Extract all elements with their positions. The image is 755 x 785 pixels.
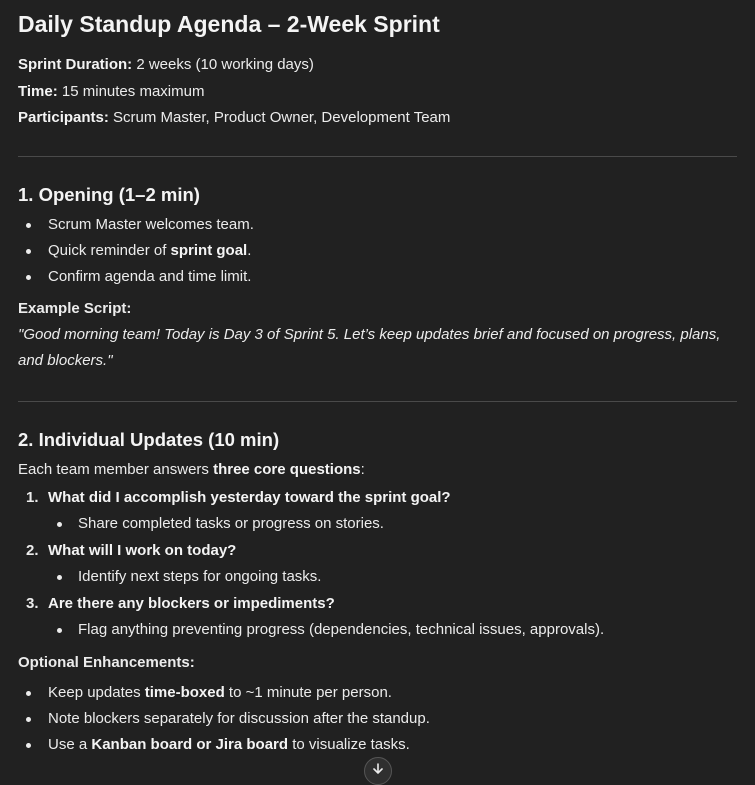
question-item: 2. What will I work on today? Identify next steps for ongoing tasks. xyxy=(18,538,737,591)
enhancements-list xyxy=(18,680,737,758)
questions-list xyxy=(18,485,737,644)
list-item: Use a Kanban board or Jira board to visualize tasks. xyxy=(18,732,737,758)
document-title: Daily Standup Agenda – 2-Week Sprint xyxy=(18,11,440,37)
example-script: "Good morning team! Today is Day 3 of Sprint 5. Let’s keep updates brief and focused on progress, plans, and blockers." xyxy=(18,325,721,369)
divider xyxy=(18,401,737,402)
sprint-meta xyxy=(18,52,737,132)
meta-time: Time: 15 minutes maximum xyxy=(18,82,205,100)
question-item: 1. What did I accomplish yesterday toward the sprint goal? Share completed tasks or progress on stories. xyxy=(18,485,737,538)
arrow-down-icon xyxy=(372,763,384,775)
question-text: What will I work on today? xyxy=(48,541,237,559)
question-text: What did I accomplish yesterday toward the sprint goal? xyxy=(48,488,451,506)
section-heading: 1. Opening (1–2 min) xyxy=(18,183,200,205)
opening-list xyxy=(18,212,737,290)
divider xyxy=(18,156,737,157)
list-item: Confirm agenda and time limit. xyxy=(18,264,737,290)
intro-text: Each team member answers three core questions: xyxy=(18,460,365,478)
question-text: Are there any blockers or impediments? xyxy=(48,594,335,612)
section-heading: 2. Individual Updates (10 min) xyxy=(18,428,280,450)
list-item: Flag anything preventing progress (dependencies, technical issues, approvals). xyxy=(78,617,737,644)
scroll-down-button[interactable] xyxy=(364,757,392,785)
list-item: Share completed tasks or progress on stories. xyxy=(78,511,737,538)
list-item: Identify next steps for ongoing tasks. xyxy=(78,564,737,591)
list-item: Note blockers separately for discussion after the standup. xyxy=(18,706,737,732)
question-item: 3. Are there any blockers or impediments? Flag anything preventing progress (dependencies, technical issues, approvals). xyxy=(18,591,737,644)
list-item: Keep updates time-boxed to ~1 minute per person. xyxy=(18,680,737,706)
meta-participants: Participants: Scrum Master, Product Owner, Development Team xyxy=(18,109,451,126)
enhancements-label: Optional Enhancements: xyxy=(18,653,195,671)
section-opening xyxy=(18,182,737,375)
script-label: Example Script: xyxy=(18,299,132,317)
list-item: Scrum Master welcomes team. xyxy=(18,212,737,238)
meta-sprint-duration: Sprint Duration: 2 weeks (10 working days) xyxy=(18,56,314,73)
section-individual-updates xyxy=(18,427,737,758)
list-item: Quick reminder of sprint goal. xyxy=(18,238,737,264)
